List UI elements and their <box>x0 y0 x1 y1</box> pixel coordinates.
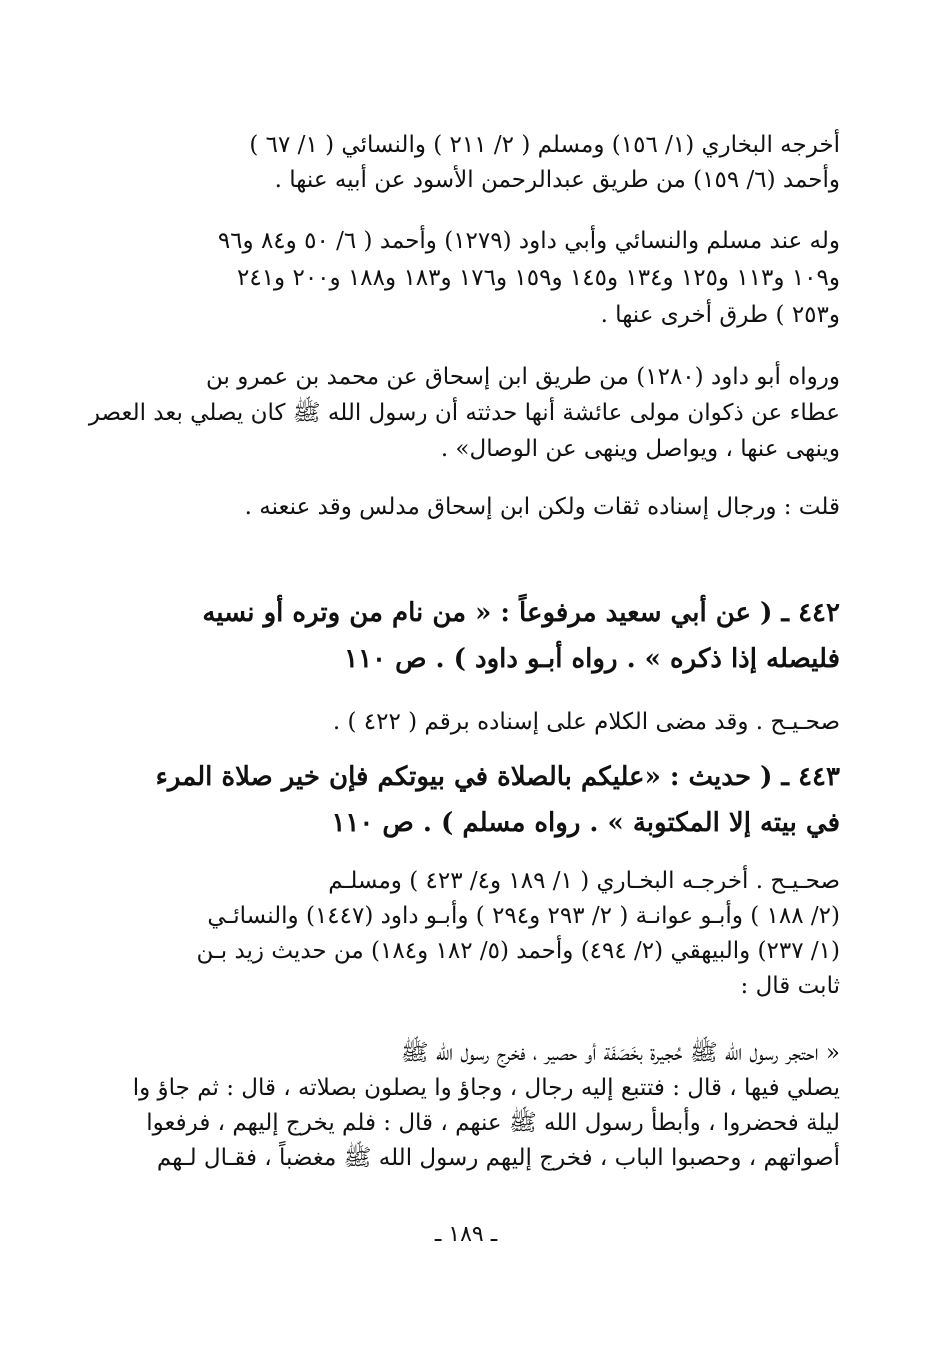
text-line: فليصله إذا ذكره » . رواه أبـو داود ) . ص ١١٠ <box>344 644 840 674</box>
grading-442 <box>100 711 840 734</box>
text-line: ٤٤٣ ـ ( حديث : «عليكم بالصلاة في بيوتكم فإن خير صلاة المرء <box>155 762 840 792</box>
text-line: وينهى عنها ، ويواصل وينهى عن الوصال» . <box>440 436 840 462</box>
hadith-442 <box>100 600 840 672</box>
text-line: و٢٥٣ ) طرق أخرى عنها . <box>600 302 840 328</box>
text-line: أصواتهم ، وحصبوا الباب ، فخرج إليهم رسول الله ﷺ مغضباً ، فقـال لـهم <box>156 1145 840 1171</box>
text-line: ٤٤٢ ـ ( عن أبي سعيد مرفوعاً : « من نام من وتره أو نسيه <box>202 598 840 628</box>
text-line: يصلي فيها ، قال : فتتبع إليه رجال ، وجاؤ وا يصلون بصلاته ، قال : ثم جاؤ وا <box>132 1075 840 1101</box>
text-line: و١٠٩ و١١٣ و١٢٥ و١٣٤ و١٤٥ و١٥٩ و١٧٦ و١٨٣ و١٨٨ و٢٠٠ و٢٤١ <box>236 265 840 291</box>
text-line: ورواه أبو داود (١٢٨٠) من طريق ابن إسحاق عن محمد بن عمرو بن <box>206 364 840 390</box>
hadith-text-quote <box>100 1042 840 1170</box>
text-line: قلت : ورجال إسناده ثقات ولكن ابن إسحاق مدلس وقد عنعنه . <box>244 494 840 520</box>
text-line: أخرجه البخاري (١/ ١٥٦) ومسلم ( ٢/ ٢١١ ) والنسائي ( ١/ ٦٧ ) <box>249 132 840 158</box>
paragraph-qultu <box>100 496 840 519</box>
page-number: ـ ١٨٩ ـ <box>434 1222 498 1247</box>
text-line: عطاء عن ذكوان مولى عائشة أنها حدثته أن رسول الله ﷺ كان يصلي بعد العصر <box>88 400 840 426</box>
text-line: وله عند مسلم والنسائي وأبي داود (١٢٧٩) وأحمد ( ٦/ ٥٠ و٨٤ و٩٦ <box>217 228 840 254</box>
paragraph-abu-dawud <box>88 364 840 462</box>
text-line: في بيته إلا المكتوبة » . رواه مسلم ) . ص ١١٠ <box>331 808 840 838</box>
text-line: « احتجر رسول الله ﷺ حُجيرة بخَصَفَة أو حصير ، فخرج رسول الله ﷺ <box>400 1040 840 1066</box>
paragraph-takhrij-2 <box>100 230 840 327</box>
text-line: وأحمد (٦/ ١٥٩) من طريق عبدالرحمن الأسود عن أبيه عنها . <box>274 167 840 193</box>
hadith-443 <box>100 764 840 836</box>
text-line: ليلة فحضروا ، وأبطأ رسول الله ﷺ عنهم ، قال : فلم يخرج إليهم ، فرفعوا <box>146 1110 840 1136</box>
text-line: ثابت قال : <box>740 973 840 999</box>
grading-443 <box>100 870 840 998</box>
text-line: (١/ ٢٣٧) والبيهقي (٢/ ٤٩٤) وأحمد (٥/ ١٨٢ و١٨٤) من حديث زيد بـن <box>196 938 840 964</box>
text-line: (٢/ ١٨٨ ) وأبـو عوانـة ( ٢/ ٢٩٣ و٢٩٤ ) وأبـو داود (١٤٤٧) والنسائـي <box>207 903 840 929</box>
text-line: صحـيـح . وقد مضى الكلام على إسناده برقم ( ٤٢٢ ) . <box>332 709 840 735</box>
text-line: صحـيـح . أخرجـه البخـاري ( ١/ ١٨٩ و٤/ ٤٢٣ ) ومسلـم <box>328 868 840 894</box>
paragraph-takhrij-1 <box>100 134 840 192</box>
